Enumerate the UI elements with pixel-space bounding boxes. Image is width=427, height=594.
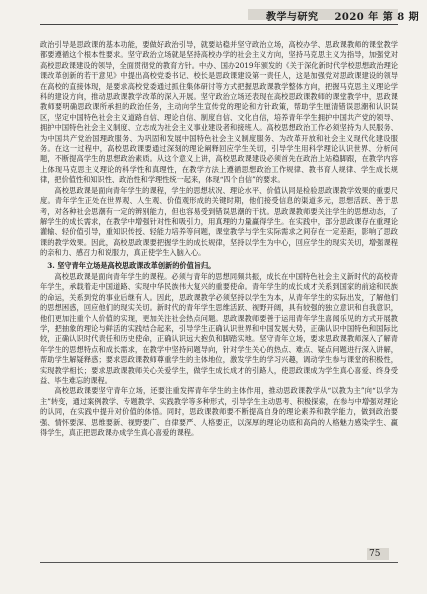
journal-title: 教学与研究	[266, 12, 319, 23]
paragraph-2: 高校思政课是面向青年学生的课程，学生的思想状况、理论水平、价值认同是检验思政课教学效果的重要尺度。青年学生正处在世界观、人生观、价值观形成的关键时期，他们接受信息的渠道多元，思想活跃、善于思考，对各种社会思潮有一定的辨别能力，但也容易受到错误思潮的干扰。思政课教师要关注学生的思想动态，了解学生的成长需求，在教学中增强针对性和吸引力，用真理的力量赢得学生。在实践中，部分思政课存在重理论灌输、轻价值引导，重知识传授、轻能力培养等问题，课堂教学与学生实际需求之间存在一定差距，影响了思政课的教学效果。因此，高校思政课要把握学生的成长规律，坚持以学生为中心，回应学生的现实关切，增强课程的亲和力、感召力和说服力，真正使学生入脑入心。	[40, 185, 398, 258]
section-heading: 3. 坚守青年立场是高校思政课改革创新的价值旨归。	[47, 260, 216, 270]
running-header	[266, 8, 419, 23]
paragraph-3: 高校思政课是面向青年学生的课程。必须与青年的思想同频共振，成长在中国特色社会主义新时代的高校青年学生，承载着走中国道路、实现中华民族伟大复兴的重要使命。青年学生的成长成才关系到国家的前途和民族的命运，关系到党的事业后继有人。因此，思政课教学必须坚持以学生为本，从青年学生的实际出发，了解他们的思想困惑，回应他们的现实关切。新时代的青年学生思维活跃、视野开阔，具有较强的独立意识和自我意识，他们更加注重个人价值的实现，更加关注社会热点问题。思政课教师要善于运用青年学生喜闻乐见的方式开展教学，把抽象的理论与鲜活的实践结合起来，引导学生正确认识世界和中国发展大势，正确认识中国特色和国际比较，正确认识时代责任和历史使命，正确认识远大抱负和脚踏实地。坚守青年立场，要求思政课教师深入了解青年学生的思想特点和成长需求，在教学中坚持问题导向，针对学生关心的热点、难点、疑点问题进行深入讲解，帮助学生解疑释惑；要求思政课教师尊重学生的主体地位，激发学生的学习兴趣，调动学生参与课堂的积极性，实现教学相长；要求思政课教师关心关爱学生，做学生成长成才的引路人，使思政课成为学生真心喜爱、终身受益、毕生难忘的课程。	[40, 271, 398, 385]
header-rule	[40, 24, 398, 25]
paragraph-4: 高校思政课要坚守青年立场，还要注重发挥青年学生的主体作用，推动思政课教学从“以教为主”向“以学为主”转变，通过案例教学、专题教学、实践教学等多种形式，引导学生主动思考、积极探索，在参与中增强对理论的认同，在实践中提升对价值的体悟。同时，思政课教师要不断提高自身的理论素养和教学能力，做到政治要强、情怀要深、思维要新、视野要广、自律要严、人格要正，以深厚的理论功底和高尚的人格魅力感染学生、赢得学生，真正把思政课办成学生真心喜爱的课程。	[40, 386, 398, 438]
issue-label: 2020 年 第 8 期	[334, 12, 420, 23]
paragraph-1: 政治引导是思政课的基本功能，要做好政治引导，就要站稳并坚守政治立场，高校办学、思政课教师的课堂教学都要遵循这个根本性要求。坚守政治立场就是坚持高校办学的社会主义方向，坚持马克思主义为指导，加强党对高校思政课建设的领导，全面贯彻党的教育方针。中办、国办2019年颁发的《关于深化新时代学校思想政治理论课改革创新的若干意见》中提出高校党委书记、校长是思政课建设第一责任人，这是加强党对思政课建设的领导在高校的直接体现，是要求高校党委通过抓住集体研讨等方式把握思政课教学整体方向，把握马克思主义理论学科的建设方向，推动思政课教学改革的深入开展。坚守政治立场还表现在高校思政课教师的课堂教学中，思政课教师要明确思政课所承担的政治任务，主动向学生宣传党的理论和方针政策，帮助学生厘清错误思潮和认识误区，坚定中国特色社会主义道路自信、理论自信、制度自信、文化自信，培养青年学生拥护中国共产党的领导、拥护中国特色社会主义制度、立志成为社会主义事业建设者和接班人。高校思想政治工作必须坚持为人民服务、为中国共产党治国理政服务、为巩固和发展中国特色社会主义制度服务、为改革开放和社会主义现代化建设服务。在这一过程中，高校思政课要通过深刻的理论阐释回应学生关切，引导学生用科学理论认识世界、分析问题，不断提高学生的思想政治素质。从这个意义上讲，高校思政课建设必须首先在政治上站稳脚跟，在教学内容上体现马克思主义理论的科学性和真理性，在教学方法上遵循思想政治工作规律、教书育人规律、学生成长规律，把价值性和知识性、政治性和学理性统一起来，体现“四个自信”的要求。	[40, 40, 398, 185]
article-body	[40, 40, 398, 438]
page-number: 75	[369, 549, 381, 559]
footer-rule	[40, 562, 398, 563]
page-header	[0, 0, 427, 32]
